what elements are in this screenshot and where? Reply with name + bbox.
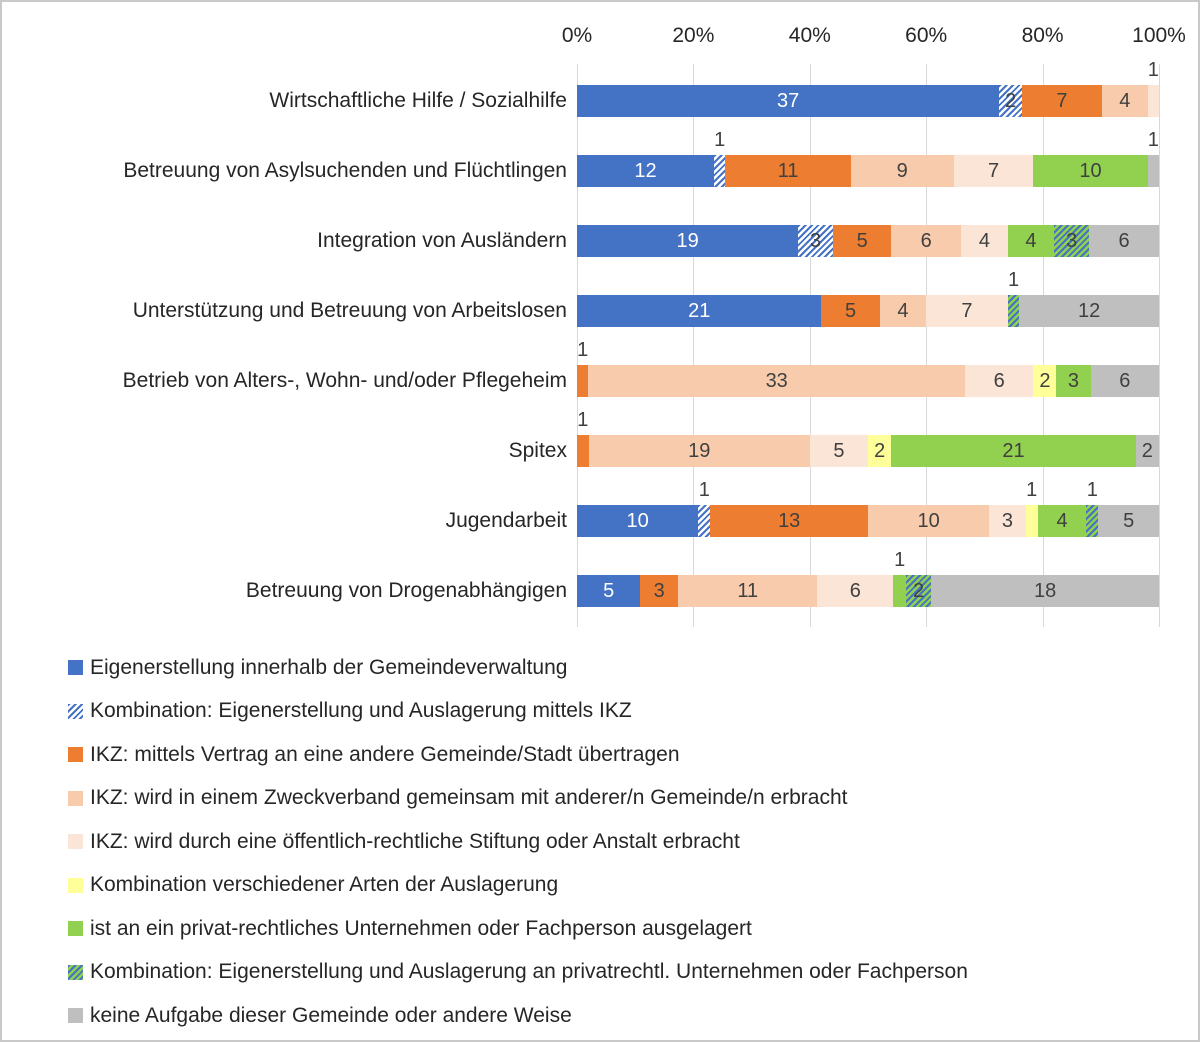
segment-value-label: 10 (626, 510, 649, 532)
legend (68, 646, 968, 1038)
bar-segment (999, 85, 1022, 117)
segment-value-label: 1 (1086, 479, 1098, 501)
segment-value-label: 13 (778, 510, 801, 532)
legend-item (68, 994, 968, 1038)
legend-swatch-icon (68, 704, 83, 719)
bar-segment (1054, 225, 1089, 257)
bar-segment (1033, 365, 1056, 397)
legend-item (68, 951, 968, 995)
axis-tick-label: 60% (905, 24, 948, 47)
bar-segment (577, 575, 640, 607)
legend-item (68, 777, 968, 821)
segment-value-label: 6 (920, 230, 932, 252)
segment-value-label: 5 (603, 580, 615, 602)
bar-segment (1008, 295, 1020, 327)
bar-segment (577, 155, 714, 187)
segment-value-label: 3 (653, 580, 665, 602)
gridline (810, 64, 811, 627)
bar-segment (868, 435, 891, 467)
legend-swatch-icon (68, 660, 83, 675)
category-label: Integration von Ausländern (317, 229, 567, 252)
gridline (926, 64, 927, 627)
segment-value-label: 3 (1001, 510, 1013, 532)
legend-item (68, 733, 968, 777)
legend-item (68, 864, 968, 908)
segment-value-label: 18 (1033, 580, 1057, 602)
legend-swatch-icon (68, 1008, 83, 1023)
legend-label: Eigenerstellung innerhalb der Gemeindeverwaltung (90, 655, 568, 679)
category-label: Betreuung von Drogenabhängigen (245, 579, 567, 602)
segment-value-label: 9 (896, 160, 908, 182)
legend-label: ist an ein privat-rechtliches Unternehmen oder Fachperson ausgelagert (90, 916, 752, 940)
segment-value-label: 11 (777, 160, 799, 182)
segment-value-label: 1 (577, 409, 589, 431)
segment-value-label: 37 (776, 90, 800, 112)
legend-swatch-icon (68, 965, 83, 980)
legend-label: Kombination: Eigenerstellung und Auslagerung an privatrechtl. Unternehmen oder Fachperson (90, 960, 968, 984)
segment-value-label: 3 (1066, 230, 1078, 252)
segment-value-label: 4 (1025, 230, 1037, 252)
segment-value-label: 1 (698, 479, 710, 501)
legend-swatch-icon (68, 791, 83, 806)
bar-segment (851, 155, 954, 187)
legend-label: Kombination: Eigenerstellung und Auslagerung mittels IKZ (90, 699, 632, 723)
legend-label: keine Aufgabe dieser Gemeinde oder andere Weise (90, 1003, 572, 1027)
bar-segment (1091, 365, 1159, 397)
bar-segment (1086, 505, 1098, 537)
segment-value-label: 6 (849, 580, 861, 602)
bar-segment (714, 155, 725, 187)
segment-value-label: 2 (1141, 440, 1153, 462)
axis-tick-label: 20% (672, 24, 715, 47)
legend-item (68, 820, 968, 864)
segment-value-label: 6 (993, 370, 1005, 392)
bar-segment (577, 365, 588, 397)
category-label: Betreuung von Asylsuchenden und Flüchtlingen (123, 159, 567, 182)
bar-segment (1022, 85, 1102, 117)
gridline (1159, 64, 1160, 627)
segment-value-label: 5 (833, 440, 845, 462)
segment-value-label: 1 (714, 129, 726, 151)
bar-segment (931, 575, 1159, 607)
bar-segment (1033, 155, 1147, 187)
segment-value-label: 7 (987, 160, 1000, 182)
segment-value-label: 10 (917, 510, 940, 532)
category-label: Unterstützung und Betreuung von Arbeitslosen (132, 299, 567, 322)
segment-value-label: 3 (1067, 370, 1079, 392)
bar-row (577, 225, 1159, 257)
bar-row (577, 409, 1159, 467)
segment-value-label: 4 (978, 230, 990, 252)
bar-segment (954, 155, 1034, 187)
bar-segment (678, 575, 817, 607)
bar-segment (798, 225, 833, 257)
segment-value-label: 6 (1119, 370, 1131, 392)
category-label: Spitex (508, 439, 567, 462)
bar-segment (989, 505, 1025, 537)
segment-value-label: 19 (688, 440, 711, 462)
category-label: Betrieb von Alters-, Wohn- und/oder Pflegeheim (122, 369, 567, 392)
bar-segment (1136, 435, 1159, 467)
bar-segment (880, 295, 927, 327)
legend-item (68, 690, 968, 734)
segment-value-label: 2 (1005, 90, 1017, 112)
segment-value-label: 4 (897, 300, 909, 322)
segment-value-label: 1 (1026, 479, 1038, 501)
axis-tick-label: 100% (1132, 24, 1186, 47)
legend-swatch-icon (68, 747, 83, 762)
legend-label: IKZ: mittels Vertrag an eine andere Gemeinde/Stadt übertragen (90, 742, 680, 766)
bar-segment (1102, 85, 1148, 117)
segment-value-label: 1 (1007, 269, 1020, 291)
bar-segment (821, 295, 879, 327)
segment-value-label: 5 (844, 300, 857, 322)
bar-segment (868, 505, 989, 537)
bar-segment (577, 85, 999, 117)
bar-segment (891, 225, 961, 257)
bar-segment (1038, 505, 1087, 537)
segment-value-label: 1 (577, 339, 589, 361)
bar-segment (891, 435, 1135, 467)
bar-segment (833, 225, 891, 257)
bar-segment (1148, 85, 1159, 117)
axis-tick-label: 80% (1021, 24, 1064, 47)
bar-row (577, 549, 1159, 607)
gridline (693, 64, 694, 627)
segment-value-label: 11 (737, 580, 759, 602)
axis-tick-label: 40% (788, 24, 831, 47)
bar-segment (817, 575, 893, 607)
category-label: Wirtschaftliche Hilfe / Sozialhilfe (269, 89, 567, 112)
bar-segment (1019, 295, 1159, 327)
segment-value-label: 19 (676, 230, 699, 252)
segment-value-label: 1 (1147, 59, 1159, 81)
segment-value-label: 33 (765, 370, 788, 392)
segment-value-label: 3 (810, 230, 822, 252)
bar-segment (1098, 505, 1159, 537)
bar-segment (725, 155, 851, 187)
bar-segment (961, 225, 1008, 257)
segment-value-label: 12 (634, 160, 657, 182)
segment-value-label: 12 (1078, 300, 1101, 322)
bar-segment (698, 505, 710, 537)
axis-tick-label: 0% (561, 24, 593, 47)
bar-segment (710, 505, 868, 537)
legend-swatch-icon (68, 834, 83, 849)
segment-value-label: 5 (1123, 510, 1135, 532)
bar-row (577, 339, 1159, 397)
bar-segment (577, 435, 589, 467)
bar-segment (577, 505, 698, 537)
bar-segment (893, 575, 906, 607)
legend-swatch-icon (68, 878, 83, 893)
bar-segment (589, 435, 810, 467)
segment-value-label: 5 (856, 230, 868, 252)
bar-segment (1026, 505, 1038, 537)
bar-row (577, 129, 1159, 187)
segment-value-label: 6 (1118, 230, 1130, 252)
bar-segment (1008, 225, 1055, 257)
bar-segment (577, 295, 821, 327)
segment-value-label: 1 (894, 549, 906, 571)
gridline (1043, 64, 1044, 627)
bar-row (577, 269, 1159, 327)
bar-segment (640, 575, 678, 607)
segment-value-label: 1 (1147, 129, 1159, 151)
legend-item (68, 907, 968, 951)
segment-value-label: 2 (874, 440, 886, 462)
bar-segment (1148, 155, 1159, 187)
bar-segment (1056, 365, 1090, 397)
bar-segment (810, 435, 868, 467)
bar-segment (1089, 225, 1159, 257)
segment-value-label: 7 (961, 300, 973, 322)
bar-segment (926, 295, 1007, 327)
segment-value-label: 21 (688, 300, 711, 322)
bar-row (577, 479, 1159, 537)
segment-value-label: 2 (1039, 370, 1051, 392)
legend-item (68, 646, 968, 690)
category-label: Jugendarbeit (445, 509, 567, 532)
legend-label: IKZ: wird in einem Zweckverband gemeinsam mit anderer/n Gemeinde/n erbracht (90, 786, 848, 810)
segment-value-label: 4 (1056, 510, 1068, 532)
bar-segment (588, 365, 965, 397)
segment-value-label: 10 (1079, 160, 1102, 182)
bar-segment (577, 225, 798, 257)
segment-value-label: 4 (1119, 90, 1131, 112)
legend-label: IKZ: wird durch eine öffentlich-rechtliche Stiftung oder Anstalt erbracht (90, 829, 740, 853)
segment-value-label: 7 (1056, 90, 1068, 112)
bar-row (577, 59, 1159, 117)
legend-label: Kombination verschiedener Arten der Auslagerung (90, 873, 559, 897)
bar-segment (965, 365, 1033, 397)
legend-swatch-icon (68, 921, 83, 936)
segment-value-label: 2 (913, 580, 925, 602)
segment-value-label: 21 (1002, 440, 1025, 462)
bar-segment (906, 575, 931, 607)
